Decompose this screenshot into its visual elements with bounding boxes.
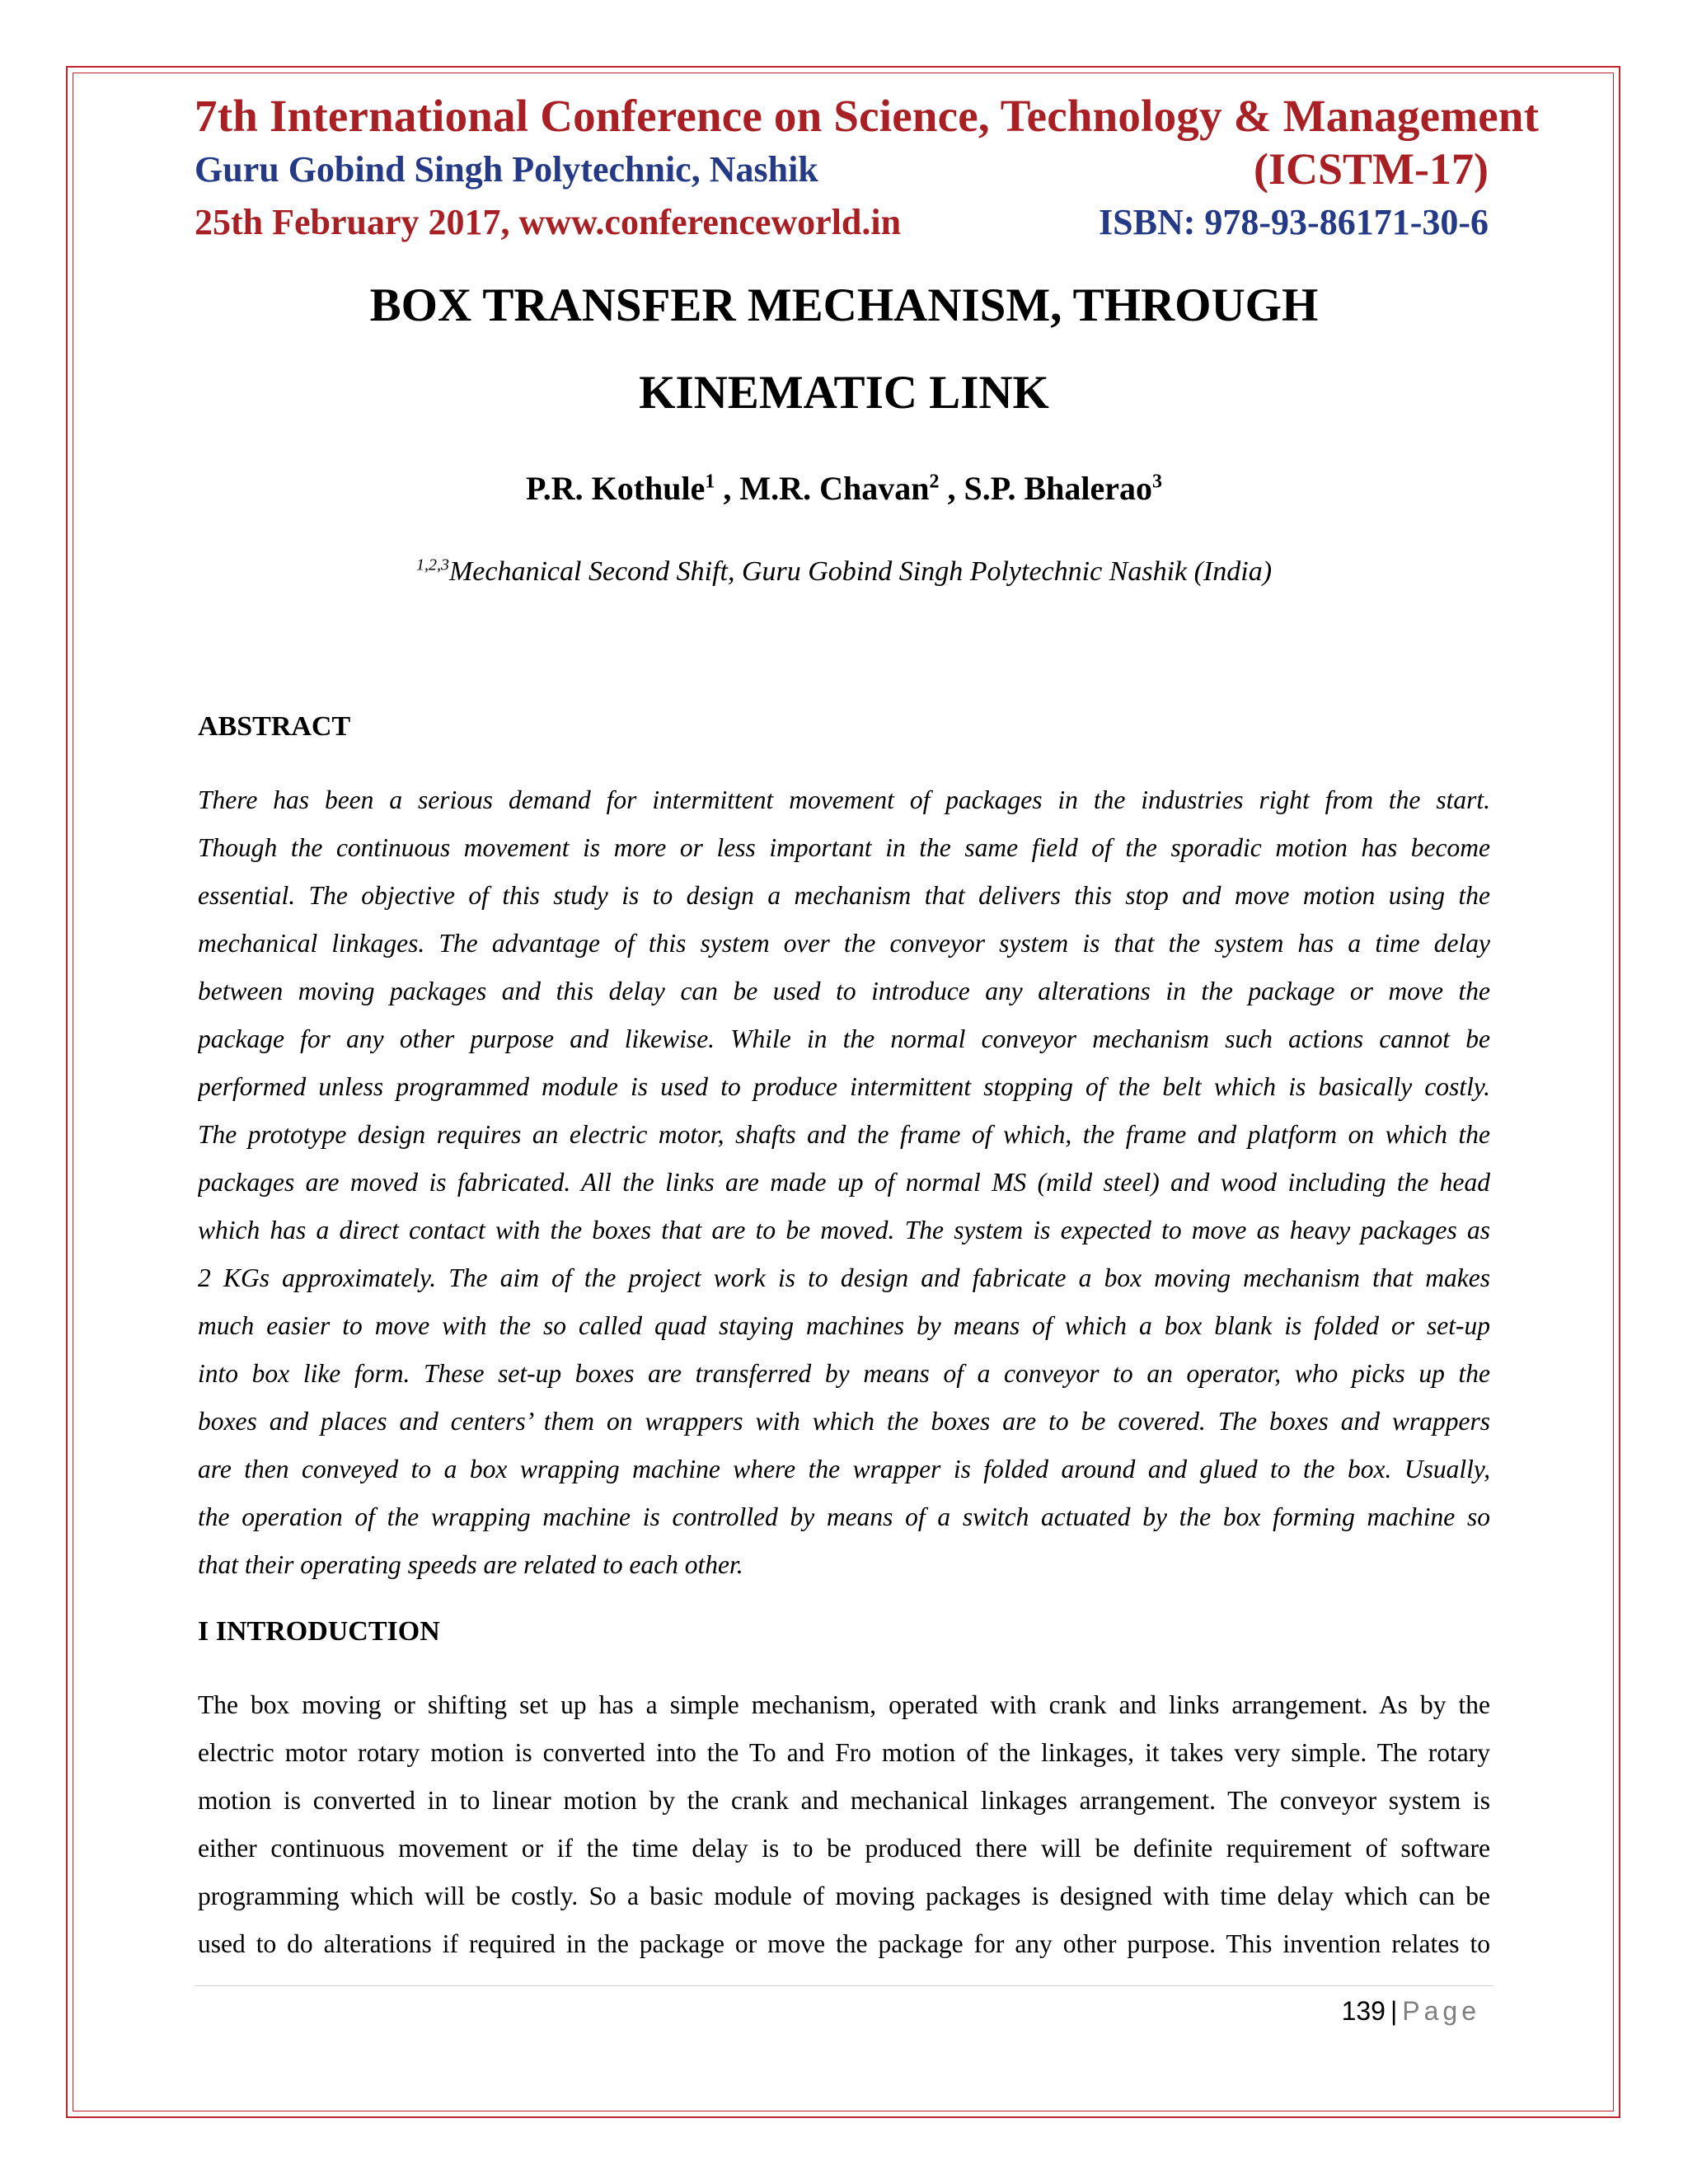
- text-line: boxes and places and centers’ them on wrappers with which the boxes are to be covered. The boxes and wrappers: [198, 1407, 1490, 1436]
- author-sup: 3: [1152, 471, 1163, 493]
- text-line: between moving packages and this delay can be used to introduce any alterations in the package or move the: [198, 977, 1490, 1005]
- text-line: that their operating speeds are related to each other.: [198, 1550, 743, 1579]
- abstract-body: [198, 776, 1490, 1589]
- text-line: package for any other purpose and likewise. While in the normal conveyor mechanism such actions cannot be: [198, 1024, 1490, 1053]
- text-line: performed unless programmed module is used to produce intermittent stopping of the belt which is basically costly.: [198, 1072, 1490, 1101]
- conference-abbr: (ICSTM-17): [1254, 144, 1489, 194]
- text-line: used to do alterations if required in the package or move the package for any other purpose. This invention relates to: [198, 1929, 1490, 1958]
- conference-date-site: 25th February 2017, www.conferenceworld.in: [195, 202, 902, 242]
- author-sup: 2: [929, 471, 940, 493]
- text-line: The prototype design requires an electric motor, shafts and the frame of which, the frame and platform on which the: [198, 1120, 1490, 1149]
- text-line: which has a direct contact with the boxes that are to be moved. The system is expected to move as heavy packages as: [198, 1216, 1490, 1244]
- text-line: 2 KGs approximately. The aim of the project work is to design and fabricate a box moving mechanism that makes: [198, 1263, 1490, 1292]
- abstract-heading: ABSTRACT: [198, 711, 351, 742]
- text-line: The box moving or shifting set up has a simple mechanism, operated with crank and links arrangement. As by the: [198, 1690, 1490, 1719]
- paper-title-line-1: BOX TRANSFER MECHANISM, THROUGH: [369, 279, 1319, 331]
- affiliation: [198, 554, 1490, 590]
- text-line: electric motor rotary motion is converted into the To and Fro motion of the linkages, it takes very simple. The rotary: [198, 1738, 1490, 1767]
- conference-isbn: ISBN: 978-93-86171-30-6: [1099, 202, 1489, 242]
- text-line: packages are moved is fabricated. All the links are made up of normal MS (mild steel) and wood including the head: [198, 1168, 1490, 1197]
- text-line: are then conveyed to a box wrapping machine where the wrapper is folded around and glued to the box. Usually,: [198, 1455, 1490, 1483]
- text-line: Though the continuous movement is more or less important in the same field of the sporadic motion has become: [198, 833, 1490, 862]
- author-name: S.P. Bhalerao: [964, 470, 1153, 507]
- text-line: essential. The objective of this study is to design a mechanism that delivers this stop and move motion using the: [198, 881, 1490, 910]
- text-line: much easier to move with the so called quad staying machines by means of which a box blank is folded or set-up: [198, 1311, 1490, 1340]
- conference-host: Guru Gobind Singh Polytechnic, Nashik: [195, 149, 818, 190]
- introduction-body: [198, 1681, 1490, 1968]
- author-sup: 1: [705, 471, 715, 493]
- text-line: programming which will be costly. So a basic module of moving packages is designed with time delay which can be: [198, 1882, 1490, 1910]
- page-label: Page: [1402, 1996, 1480, 2026]
- text-line: either continuous movement or if the time delay is to be produced there will be definite requirement of software: [198, 1834, 1490, 1863]
- author-list: [198, 467, 1490, 510]
- paper-title-line-2: KINEMATIC LINK: [639, 367, 1049, 419]
- text-line: into box like form. These set-up boxes are transferred by means of a conveyor to an operator, who picks up the: [198, 1359, 1490, 1388]
- page-number: 139: [1341, 1996, 1386, 2026]
- author-name: M.R. Chavan: [739, 470, 930, 507]
- affiliation-sup: 1,2,3: [415, 555, 449, 574]
- text-line: the operation of the wrapping machine is controlled by means of a switch actuated by the box forming machine so: [198, 1502, 1490, 1531]
- conference-banner: [195, 89, 1540, 246]
- page-footer: [1342, 1993, 1480, 2029]
- text-line: There has been a serious demand for intermittent movement of packages in the industries right from the start.: [198, 785, 1490, 814]
- text-line: motion is converted in to linear motion by the crank and mechanical linkages arrangement. The conveyor system is: [198, 1786, 1490, 1815]
- author-name: P.R. Kothule: [525, 470, 706, 507]
- author-separator: ,: [939, 470, 964, 507]
- text-line: mechanical linkages. The advantage of this system over the conveyor system is that the system has a time delay: [198, 929, 1490, 958]
- footer-separator: |: [1390, 1996, 1398, 2026]
- introduction-heading: I INTRODUCTION: [198, 1616, 440, 1647]
- footer-divider: [195, 1985, 1493, 1986]
- affiliation-text: Mechanical Second Shift, Guru Gobind Singh Polytechnic Nashik (India): [448, 556, 1273, 587]
- author-separator: ,: [715, 470, 740, 507]
- conference-name: 7th International Conference on Science, Technology & Management: [195, 91, 1540, 141]
